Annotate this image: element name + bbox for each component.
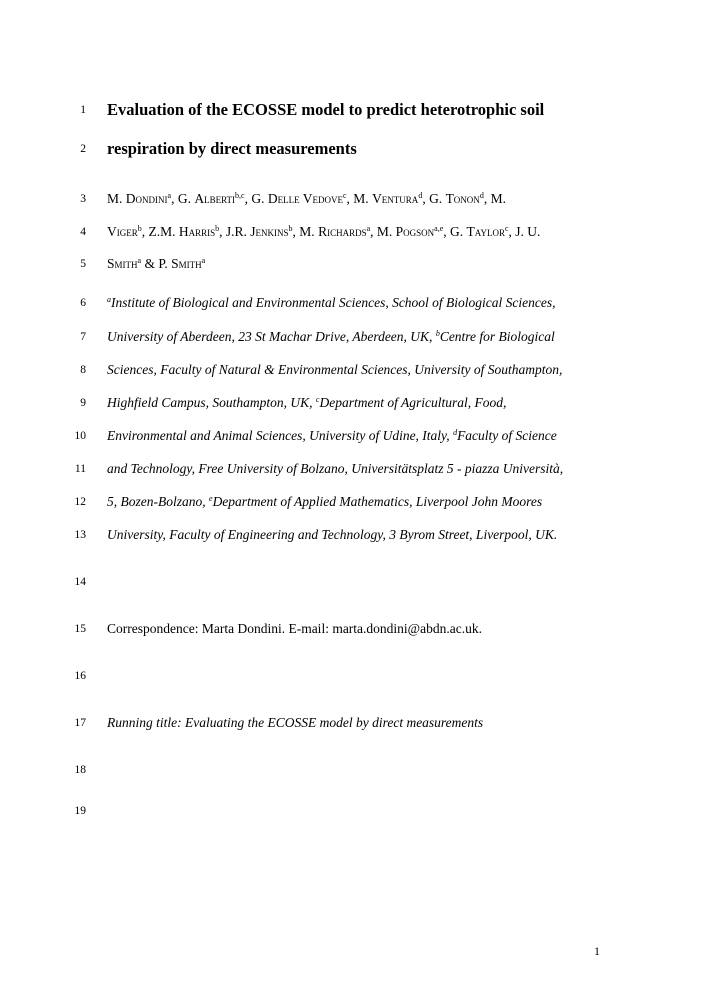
author-richards: M. Richards$^a$: [299, 224, 371, 239]
affiliation-line: 5, Bozen-Bolzano, $^e$Department of Applied Mathematics, Liverpool John Moores: [107, 494, 543, 509]
author-p-smith: P. Smith$^a$: [158, 256, 206, 271]
line-number: 9: [80, 397, 86, 409]
line-19: [0, 801, 707, 821]
author-list-line-3: Smith$^a$ & P. Smith$^a$: [107, 256, 206, 271]
line-number: 15: [74, 623, 86, 635]
line-number: 11: [74, 463, 86, 475]
line-8: [0, 360, 707, 380]
page-number: 1: [594, 944, 600, 958]
line-12: [0, 492, 707, 512]
author-viger: Viger$^b$: [107, 224, 142, 239]
author-tonon: G. Tonon$^d$: [429, 191, 484, 206]
line-4: [0, 222, 707, 242]
line-number: 17: [74, 717, 86, 729]
affiliation-line: Highfield Campus, Southampton, UK, $^c$Department of Agricultural, Food,: [107, 395, 507, 410]
affiliation-line: Environmental and Animal Sciences, University of Udine, Italy, $^d$Faculty of Science: [107, 428, 557, 443]
affiliation-line: and Technology, Free University of Bolzano, Universitätsplatz 5 - piazza Università,: [107, 461, 564, 476]
line-17: [0, 713, 707, 733]
line-number: 2: [80, 143, 86, 155]
line-9: [0, 393, 707, 413]
line-2: [0, 139, 707, 159]
author-ju-smith-initials: J. U.: [515, 224, 541, 239]
author-taylor: G. Taylor$^c$: [450, 224, 509, 239]
line-10: [0, 426, 707, 446]
line-1: [0, 100, 707, 120]
author-ju-smith: Smith$^a$: [107, 256, 142, 271]
author-alberti: G. Alberti$^{b,c}$: [177, 191, 245, 206]
line-number: 6: [80, 297, 86, 309]
line-number: 5: [80, 258, 86, 270]
line-11: [0, 459, 707, 479]
line-number: 18: [74, 764, 86, 776]
line-number: 12: [74, 496, 86, 508]
line-18: [0, 760, 707, 780]
line-6: [0, 293, 707, 313]
line-number: 16: [74, 670, 86, 682]
title-line-1: Evaluation of the ECOSSE model to predict heterotrophic soil: [107, 100, 545, 119]
author-pogson: M. Pogson$^{a,e}$: [376, 224, 444, 239]
line-number: 7: [80, 331, 86, 343]
line-number: 4: [80, 226, 86, 238]
affiliation-line: University, Faculty of Engineering and Technology, 3 Byrom Street, Liverpool, UK.: [107, 527, 558, 542]
line-number: 14: [74, 576, 86, 588]
correspondence: Correspondence: Marta Dondini. E-mail: marta.dondini@abdn.ac.uk.: [107, 621, 482, 636]
line-5: [0, 254, 707, 274]
line-number: 19: [74, 805, 86, 817]
author-harris: Z.M. Harris$^b$: [148, 224, 220, 239]
author-ventura: M. Ventura$^d$: [353, 191, 423, 206]
running-title: Running title: Evaluating the ECOSSE model by direct measurements: [107, 715, 484, 730]
affiliation-line: University of Aberdeen, 23 St Machar Drive, Aberdeen, UK, $^b$Centre for Biological: [107, 329, 555, 344]
line-14: [0, 572, 707, 592]
affiliation-line: $^a$Institute of Biological and Environmental Sciences, School of Biological Sciences,: [107, 295, 556, 310]
line-16: [0, 666, 707, 686]
title-line-2: respiration by direct measurements: [107, 139, 357, 158]
author-delle-vedove: G. Delle Vedove$^c$: [251, 191, 347, 206]
line-number: 1: [80, 104, 86, 116]
line-number: 13: [74, 529, 86, 541]
line-number: 10: [74, 430, 86, 442]
line-7: [0, 327, 707, 347]
line-number: 8: [80, 364, 86, 376]
line-15: [0, 619, 707, 639]
author-jenkins: J.R. Jenkins$^b$: [225, 224, 293, 239]
line-3: [0, 189, 707, 209]
affiliation-line: Sciences, Faculty of Natural & Environmental Sciences, University of Southampton,: [107, 362, 563, 377]
author-list-line-1: M. Dondini$^a$, G. Alberti$^{b,c}$, G. Delle Vedove$^c$, M. Ventura$^d$, G. Tonon$^d$, M.: [107, 191, 506, 206]
line-number: 3: [80, 193, 86, 205]
author-dondini: M. Dondini$^a$: [107, 191, 172, 206]
line-13: [0, 525, 707, 545]
author-list-line-2: Viger$^b$, Z.M. Harris$^b$, J.R. Jenkins$^b$, M. Richards$^a$, M. Pogson$^{a,e}$, G. Taylor$^c$, J. U.: [107, 224, 541, 239]
